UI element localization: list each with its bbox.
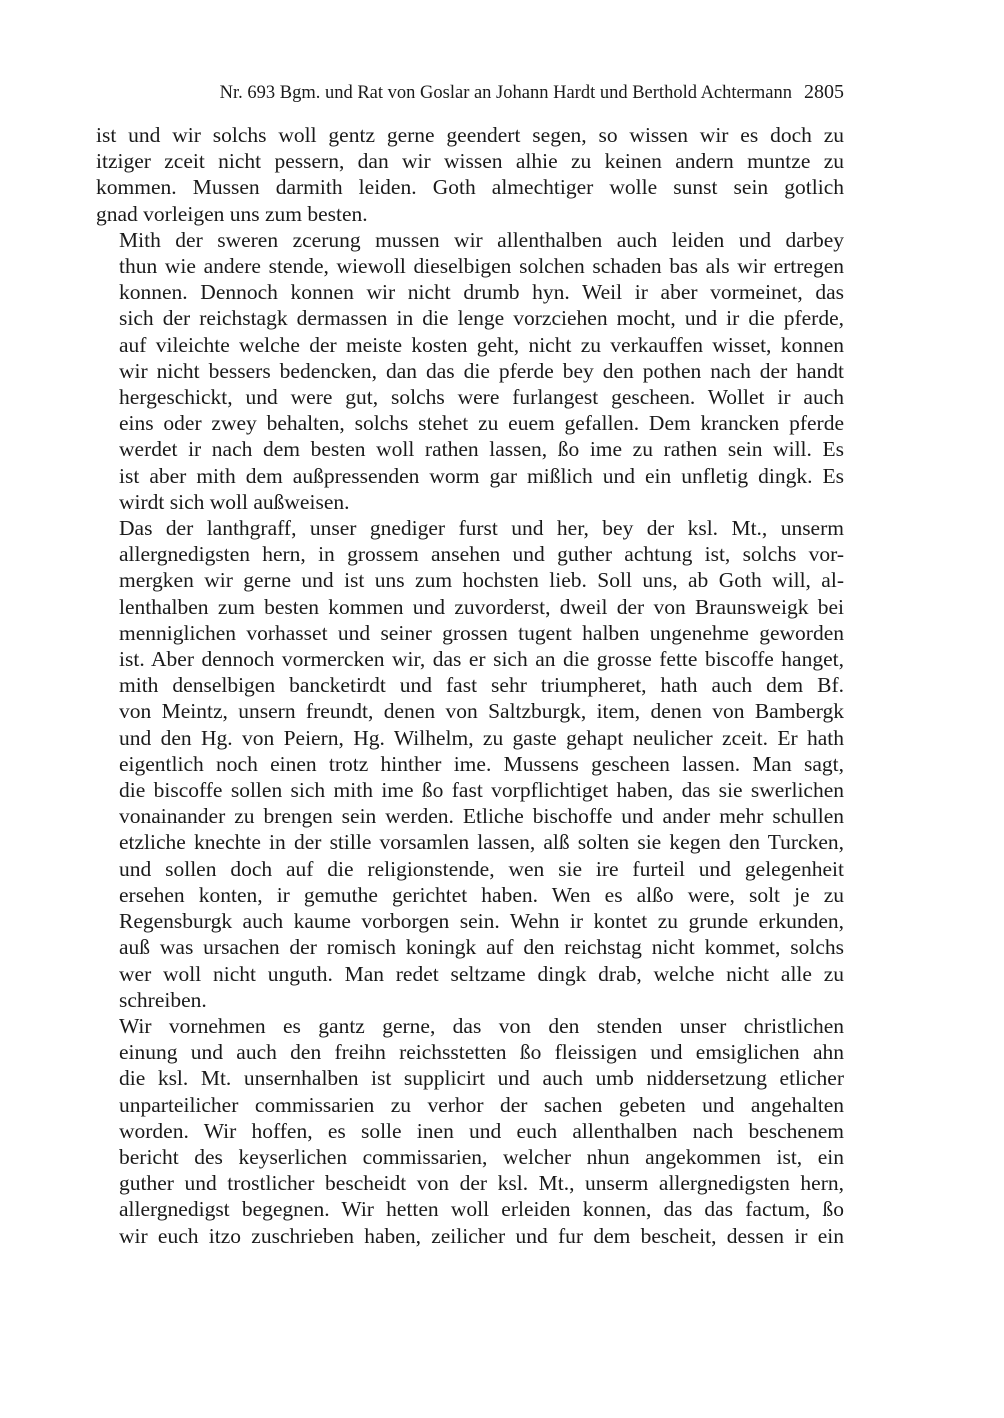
document-page bbox=[96, 78, 844, 1249]
paragraph bbox=[96, 515, 844, 1013]
body-text bbox=[96, 122, 844, 1249]
text-line: thun wie andere stende, wiewoll dieselbigen solchen schaden bas als wir ertregen bbox=[119, 254, 844, 279]
page-number: 2805 bbox=[804, 81, 844, 103]
text-line: kommen. Mussen darmith leiden. Goth almechtiger wolle sunst sein gotlich bbox=[96, 175, 844, 200]
text-line: sich der reichstagk dermassen in die lenge vorzciehen mocht, und ir die pferde, bbox=[119, 306, 844, 331]
running-title: Nr. 693 Bgm. und Rat von Goslar an Johann Hardt und Berthold Achtermann bbox=[219, 83, 792, 103]
text-line: ist aber mith dem außpressenden worm gar mißlich und ein unfletig dingk. Es bbox=[119, 463, 844, 488]
text-line: konnen. Dennoch konnen wir nicht drumb hyn. Weil ir aber vormeinet, das bbox=[119, 280, 844, 305]
text-line: wir nicht bessers bedencken, dan das die pferde bey den pothen nach der handt bbox=[119, 358, 844, 383]
text-line: eigentlich noch einen trotz hinther ime. Mussens gescheen lassen. Man sagt, bbox=[119, 751, 844, 776]
paragraph bbox=[96, 122, 844, 227]
text-line: guther und trostlicher bescheidt von der ksl. Mt., unserm allergnedigsten hern, bbox=[119, 1171, 844, 1196]
text-line: menniglichen vorhasset und seiner grossen tugent halben ungenehme geworden bbox=[119, 620, 844, 645]
text-line: hergeschickt, und were gut, solchs were furlangest gescheen. Wollet ir auch bbox=[119, 385, 844, 410]
text-line: auf vileichte welche der meiste kosten geht, nicht zu verkauffen wisset, konnen bbox=[119, 332, 844, 357]
text-line: worden. Wir hoffen, es solle inen und euch allenthalben nach beschenem bbox=[119, 1118, 844, 1143]
text-line: lenthalben zum besten kommen und zuvorderst, dweil der von Braunsweigk bei bbox=[119, 594, 844, 619]
text-line: Regensburgk auch kaume vorborgen sein. Wehn ir kontet zu grunde erkunden, bbox=[119, 909, 844, 934]
text-line: etzliche knechte in der stille vorsamlen lassen, alß solten sie kegen den Turcken, bbox=[119, 830, 844, 855]
text-line: allergnedigsten hern, in grossem ansehen und guther achtung ist, solchs vor- bbox=[119, 542, 844, 567]
text-line: von Meintz, unsern freundt, denen von Saltzburgk, item, denen von Bambergk bbox=[119, 699, 844, 724]
text-line: allergnedigst begegnen. Wir hetten woll erleiden konnen, das das factum, ßo bbox=[119, 1197, 844, 1222]
text-line: Mith der sweren zcerung mussen wir allenthalben auch leiden und darbey bbox=[119, 227, 844, 252]
text-line: und den Hg. von Peiern, Hg. Wilhelm, zu gaste gehapt neulicher zceit. Er hath bbox=[119, 725, 844, 750]
text-line: wir euch itzo zuschrieben haben, zeilicher und fur dem bescheit, dessen ir ein bbox=[119, 1223, 844, 1248]
running-head bbox=[96, 78, 844, 108]
text-line: unparteilicher commissarien zu verhor der sachen gebeten und angehalten bbox=[119, 1092, 844, 1117]
text-line: einung und auch den freihn reichsstetten ßo fleissigen und emsiglichen ahn bbox=[119, 1040, 844, 1065]
text-line: vonainander zu brengen sein werden. Etliche bischoffe und ander mehr schullen bbox=[119, 804, 844, 829]
text-line: Wir vornehmen es gantz gerne, das von den stenden unser christlichen bbox=[119, 1013, 844, 1038]
text-line: gnad vorleigen uns zum besten. bbox=[96, 201, 368, 226]
text-line: mith denselbigen bancketirdt und fast sehr triumpheret, hath auch dem Bf. bbox=[119, 673, 844, 698]
text-line: ist. Aber dennoch vormercken wir, das er sich an die grosse fette biscoffe hanget, bbox=[119, 647, 844, 672]
text-line: ist und wir solchs woll gentz gerne geendert segen, so wissen wir es doch zu bbox=[96, 123, 844, 147]
text-line: auß was ursachen der romisch koningk auf den reichstag nicht kommet, solchs bbox=[119, 935, 844, 960]
text-line: schreiben. bbox=[119, 987, 207, 1012]
text-line: die ksl. Mt. unsernhalben ist supplicirt und auch umb niddersetzung etlicher bbox=[119, 1066, 844, 1091]
text-line: Das der lanthgraff, unser gnediger furst und her, bey der ksl. Mt., unserm bbox=[119, 516, 844, 541]
text-line: wirdt sich woll außweisen. bbox=[119, 489, 350, 514]
text-line: mergken wir gerne und ist uns zum hochsten lieb. Soll uns, ab Goth will, al- bbox=[119, 568, 844, 593]
text-line: itziger zceit nicht pessern, dan wir wissen alhie zu keinen andern muntze zu bbox=[96, 149, 844, 174]
text-line: eins oder zwey behalten, solchs stehet zu euem gefallen. Dem krancken pferde bbox=[119, 411, 844, 436]
paragraph bbox=[96, 1013, 844, 1249]
text-line: ersehen konten, ir gemuthe gerichtet haben. Wen es alßo were, solt je zu bbox=[119, 882, 844, 907]
text-line: werdet ir nach dem besten woll rathen lassen, ßo ime zu rathen sein will. Es bbox=[119, 437, 844, 462]
text-line: die biscoffe sollen sich mith ime ßo fast vorpflichtiget haben, das sie swerlichen bbox=[119, 778, 844, 803]
text-line: wer woll nicht unguth. Man redet seltzame dingk drab, welche nicht alle zu bbox=[119, 961, 844, 986]
paragraph bbox=[96, 227, 844, 515]
text-line: bericht des keyserlichen commissarien, welcher nhun angekommen ist, ein bbox=[119, 1144, 844, 1169]
text-line: und sollen doch auf die religionstende, wen sie ire furteil und gelegenheit bbox=[119, 856, 844, 881]
